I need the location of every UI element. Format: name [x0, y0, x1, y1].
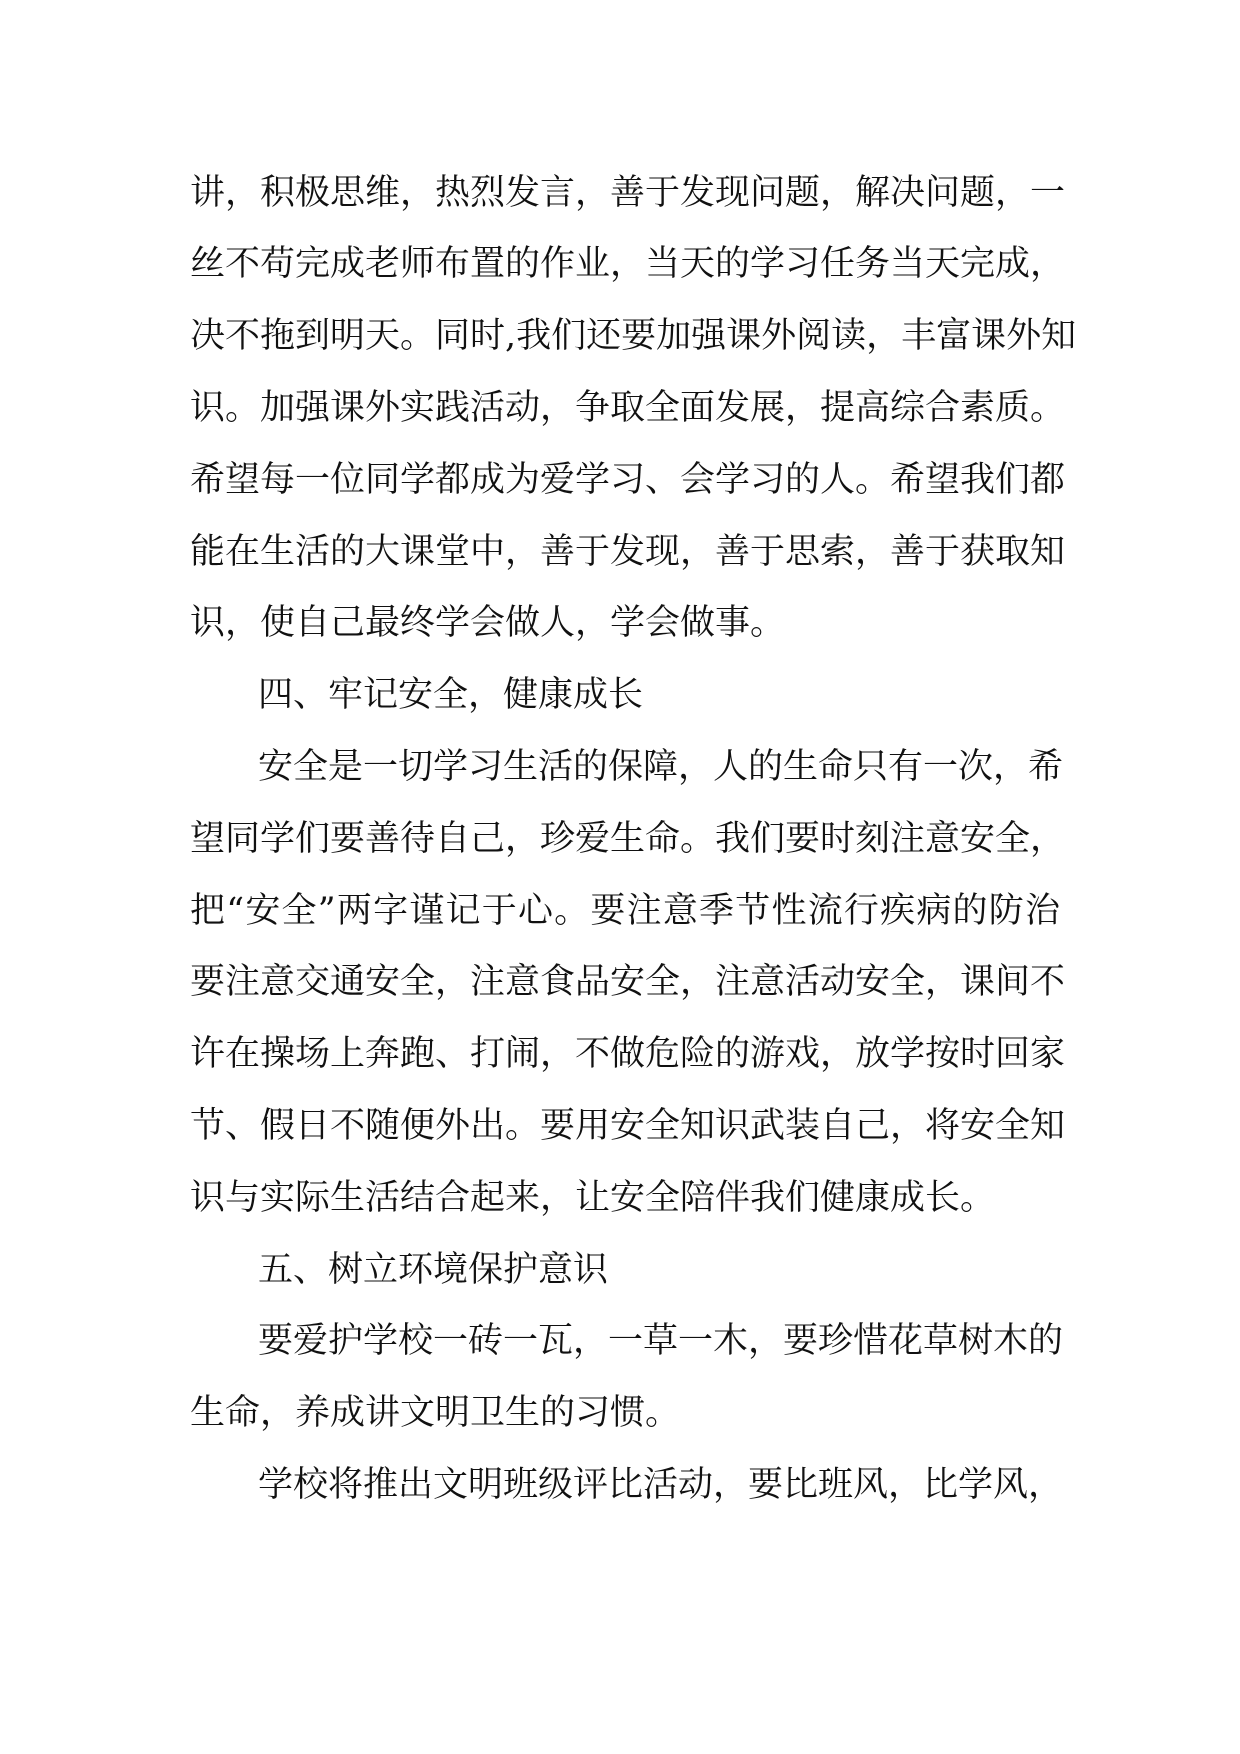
- text-line-10: 望同学们要善待自己，珍爱生命。我们要时刻注意安全，: [190, 819, 1066, 859]
- text-line-4: 识。加强课外实践活动，争取全面发展，提高综合素质。: [190, 388, 1066, 428]
- text-line-12: 要注意交通安全，注意食品安全，注意活动安全，课间不: [190, 962, 1066, 1002]
- text-line-11: 把“安全”两字谨记于心。要注意季节性流行疾病的防治: [190, 891, 1060, 931]
- text-line-3: 决不拖到明天。同时,我们还要加强课外阅读，丰富课外知: [190, 316, 1077, 356]
- text-line-7: 识，使自己最终学会做人，学会做事。: [190, 603, 786, 643]
- text-line-6: 能在生活的大课堂中，善于发现，善于思索，善于获取知: [190, 532, 1066, 572]
- text-line-14: 节、假日不随便外出。要用安全知识武装自己，将安全知: [190, 1106, 1066, 1146]
- text-line-15: 识与实际生活结合起来，让安全陪伴我们健康成长。: [190, 1178, 996, 1218]
- text-line-1: 讲，积极思维，热烈发言，善于发现问题，解决问题，一: [190, 173, 1066, 213]
- text-line-19: 学校将推出文明班级评比活动，要比班风，比学风，: [258, 1465, 1064, 1505]
- text-line-13: 许在操场上奔跑、打闹，不做危险的游戏，放学按时回家: [190, 1034, 1066, 1074]
- text-line-5: 希望每一位同学都成为爱学习、会学习的人。希望我们都: [190, 460, 1066, 500]
- section-heading-safety: 四、牢记安全，健康成长: [258, 675, 644, 715]
- text-line-18: 生命，养成讲文明卫生的习惯。: [190, 1393, 681, 1433]
- text-line-2: 丝不苟完成老师布置的作业，当天的学习任务当天完成，: [190, 244, 1066, 284]
- text-line-17: 要爱护学校一砖一瓦，一草一木，要珍惜花草树木的: [258, 1321, 1064, 1361]
- text-line-9: 安全是一切学习生活的保障，人的生命只有一次，希: [258, 747, 1064, 787]
- section-heading-environment: 五、树立环境保护意识: [258, 1250, 609, 1290]
